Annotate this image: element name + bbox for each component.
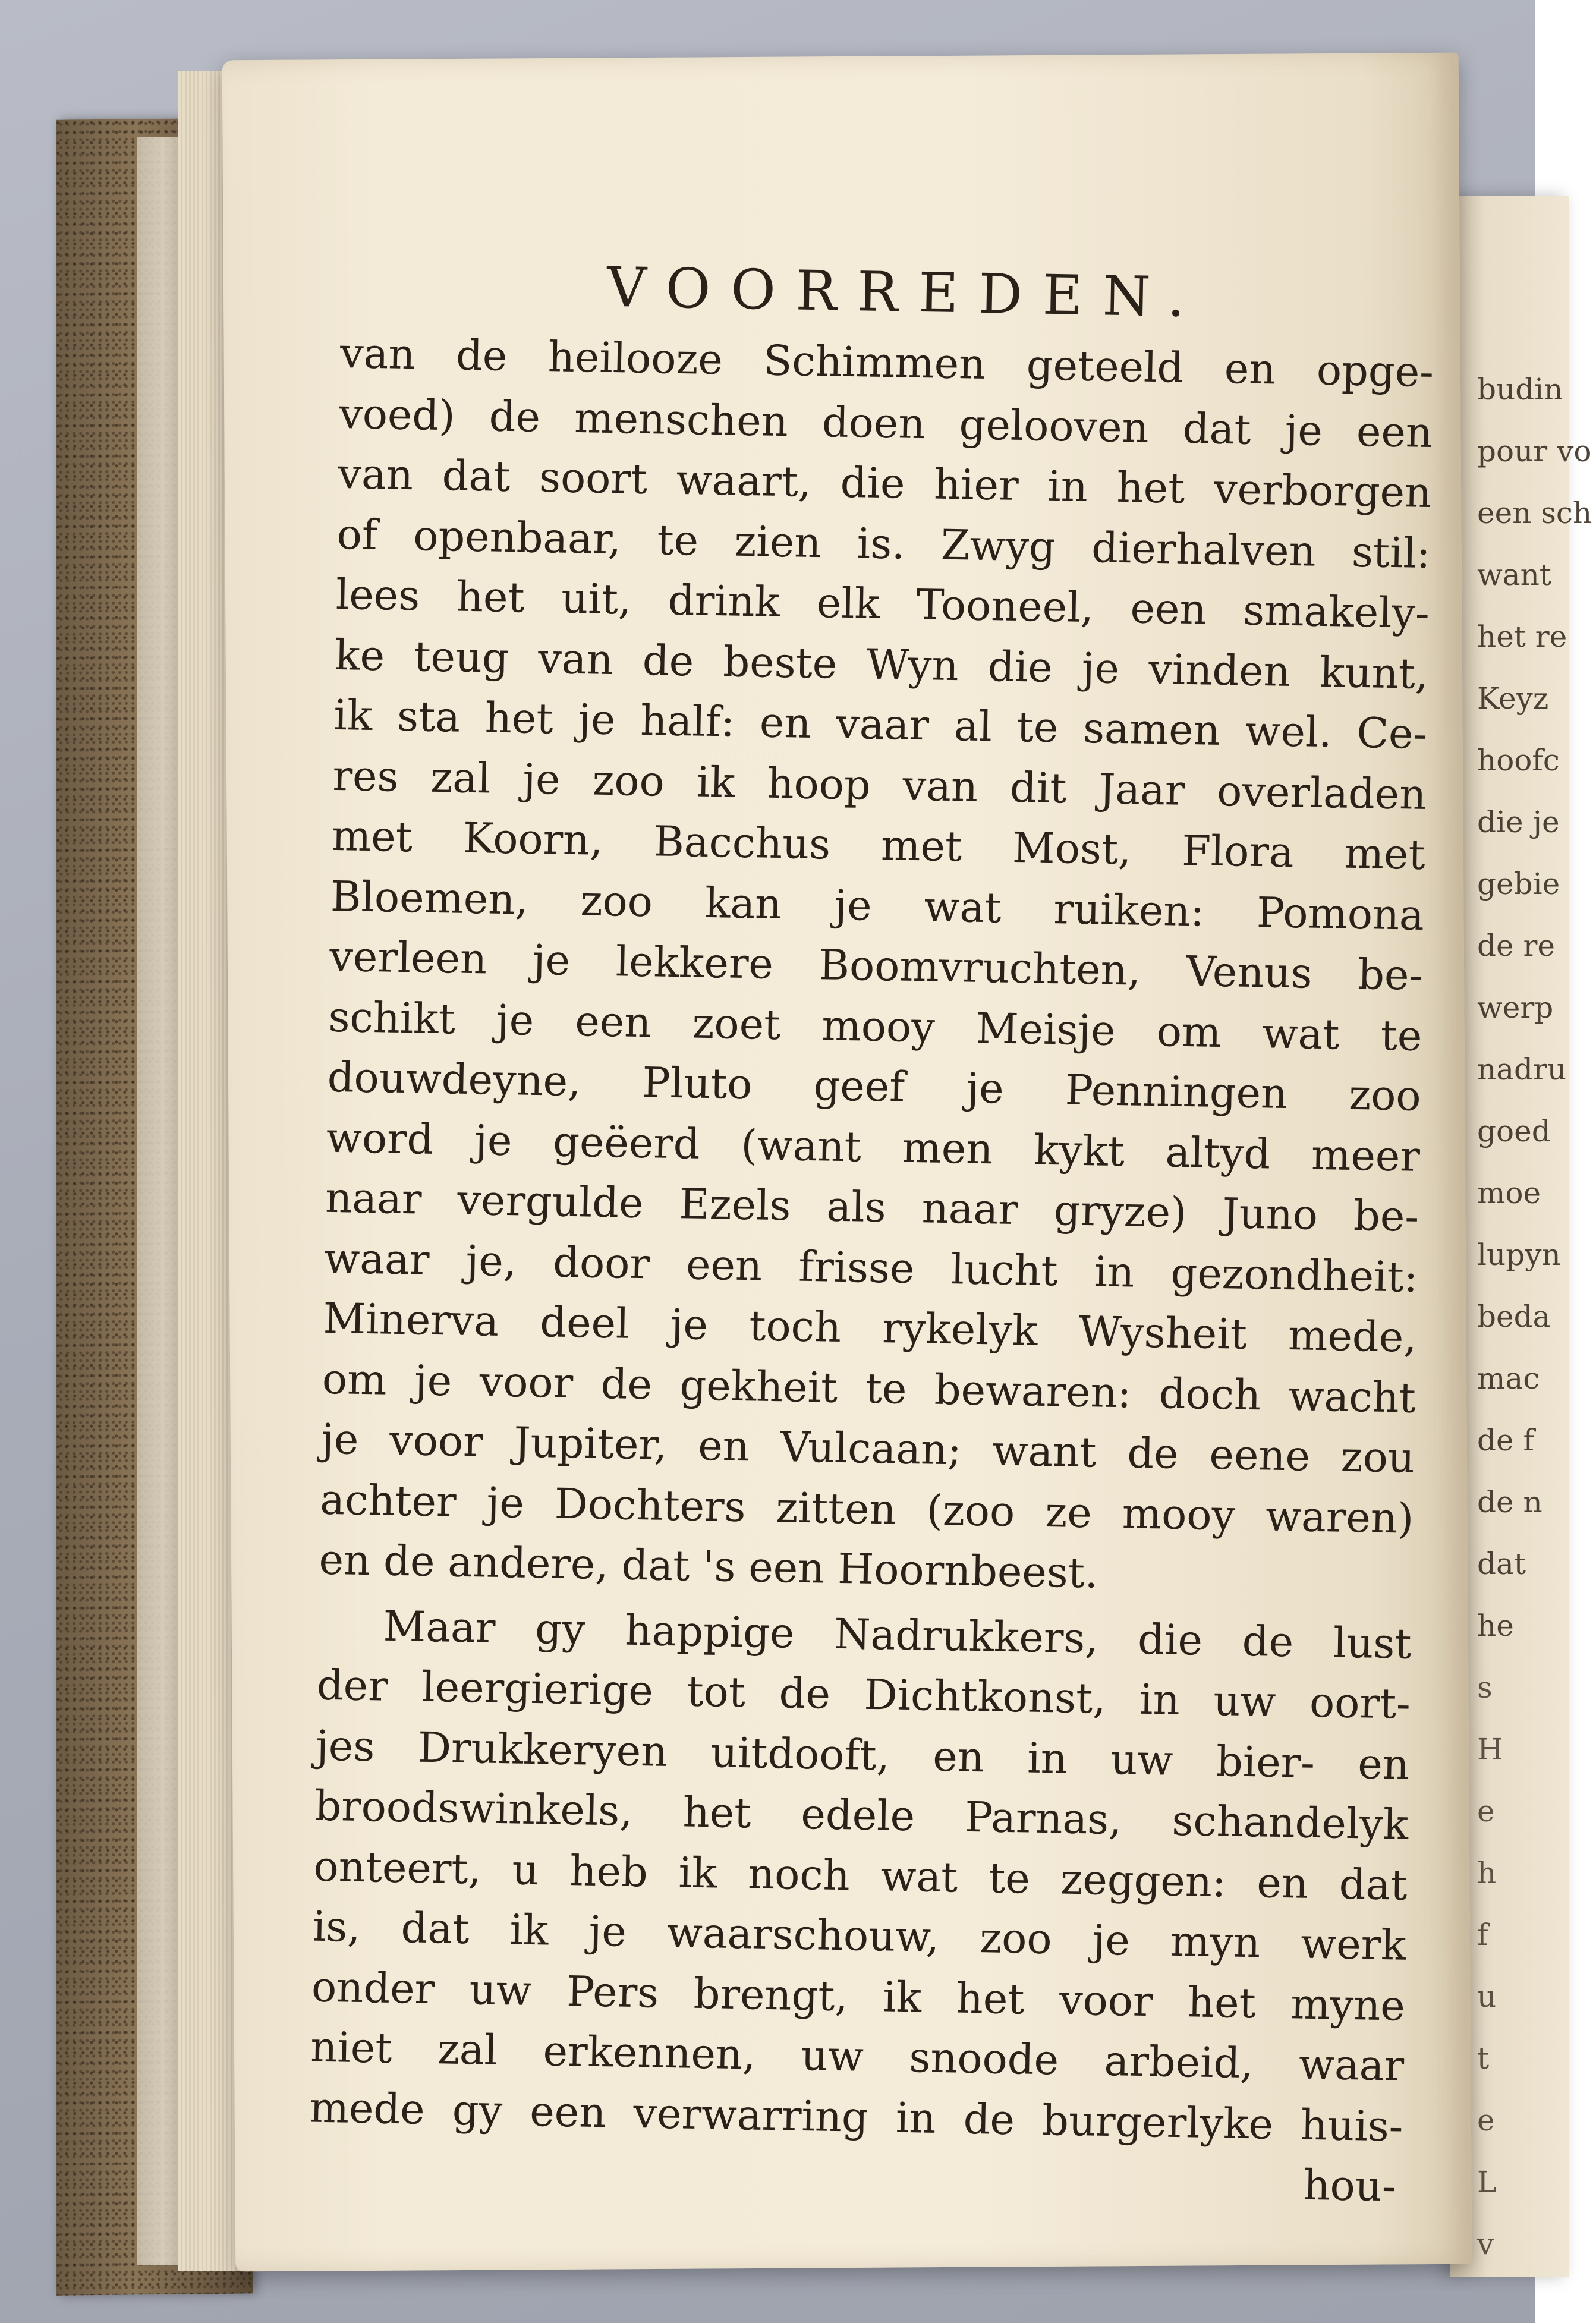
paragraph1-line: naar vergulde Ezels als naar gryze) Juno be-: [325, 1173, 1419, 1241]
paragraph1-line: verleen je lekkere Boomvruchten, Venus be-: [329, 931, 1424, 1000]
paragraph1-line: van de heilooze Schimmen geteeld en opge-: [339, 328, 1434, 397]
facing-page-fragment: t: [1477, 2041, 1490, 2076]
facing-page-fragment: goed: [1477, 1114, 1551, 1148]
facing-page-fragment: he: [1477, 1609, 1514, 1643]
facing-page-fragment: H: [1477, 1732, 1503, 1767]
facing-page-fragment: e: [1477, 1794, 1495, 1828]
catchword: hou-: [1302, 2160, 1397, 2211]
facing-page-fragment: s: [1477, 1670, 1493, 1705]
facing-page-fragment: mac: [1477, 1361, 1540, 1396]
paragraph-2: [309, 1595, 1412, 2157]
paragraph1-line: met Koorn, Bacchus met Most, Flora met: [331, 811, 1426, 879]
paragraph1-line: schikt je een zoet mooy Meisje om wat te: [328, 992, 1423, 1060]
paragraph-1: [319, 323, 1434, 1609]
paragraph1-line: res zal je zoo ik hoop van dit Jaar overladen: [332, 751, 1427, 819]
paragraph2-line: is, dat ik je waarschouw, zoo je myn werk: [312, 1902, 1407, 1970]
facing-page-fragment: h: [1477, 1856, 1497, 1890]
facing-page-fragment: lupyn: [1477, 1238, 1561, 1272]
paragraph1-line: waar je, door een frisse lucht in gezondheit:: [323, 1233, 1419, 1302]
paragraph1-line: en de andere, dat 's een Hoornbeest.: [318, 1535, 1098, 1598]
facing-page-fragment: v: [1477, 2227, 1494, 2261]
facing-page-fragment: het re: [1477, 619, 1567, 654]
paragraph2-line: onteert, u heb ik noch wat te zeggen: en dat: [313, 1842, 1408, 1910]
paragraph2-line: niet zal erkennen, uw snoode arbeid, waar: [310, 2022, 1405, 2091]
facing-page-fragment: de f: [1477, 1423, 1534, 1458]
paragraph1-line: word je geëerd (want men kykt altyd meer: [326, 1113, 1421, 1181]
facing-page-fragment: de re: [1477, 928, 1555, 963]
facing-page-fragment: een sch: [1477, 496, 1592, 530]
paragraph2-line: broodswinkels, het edele Parnas, schandelyk: [314, 1781, 1409, 1849]
facing-page-fragment: Keyz: [1477, 681, 1549, 716]
page-text: [308, 256, 1436, 2217]
paragraph1-line: lees het uit, drink elk Tooneel, een smakely-: [335, 569, 1430, 638]
paragraph1-line: ke teug van de beste Wyn die je vinden kunt,: [334, 630, 1429, 698]
facing-page-fragment: dat: [1477, 1547, 1526, 1581]
paragraph1-line: ik sta het je half: en vaar al te samen wel. Ce-: [333, 690, 1428, 758]
facing-page-fragment: hoofc: [1477, 743, 1560, 778]
facing-page-fragment: nadru: [1477, 1052, 1567, 1087]
paragraph2-line: jes Drukkeryen uitdooft, en in uw bier- en: [315, 1721, 1410, 1789]
paragraph1-line: van dat soort waart, die hier in het verborgen: [337, 449, 1432, 518]
facing-page-fragment: die je: [1477, 805, 1560, 839]
facing-page-fragment: budin: [1477, 372, 1563, 407]
facing-page-fragment: gebie: [1477, 867, 1560, 901]
facing-page-fragment: f: [1477, 1918, 1488, 1952]
paragraph1-line: je voor Jupiter, en Vulcaan; want de eene zou: [320, 1414, 1415, 1482]
paragraph2-line: der leergierige tot de Dichtkonst, in uw oort-: [316, 1660, 1411, 1729]
paragraph1-line: voed) de menschen doen gelooven dat je een: [338, 389, 1433, 457]
paragraph2-line: onder uw Pers brengt, ik het voor het myne: [311, 1962, 1406, 2031]
facing-page-fragment: pour vo: [1477, 434, 1592, 468]
facing-page-fragment: u: [1477, 1979, 1497, 2014]
paragraph2-line: mede gy een verwarring in de burgerlyke huis-: [309, 2083, 1404, 2151]
facing-page-fragment: de n: [1477, 1485, 1543, 1519]
paragraph1-line: douwdeyne, Pluto geef je Penningen zoo: [327, 1052, 1422, 1120]
facing-page-fragment: L: [1477, 2165, 1497, 2199]
facing-page-fragment: e: [1477, 2103, 1495, 2138]
facing-page-fragment: werp: [1477, 990, 1554, 1025]
paragraph1-line: om je voor de gekheit te bewaren: doch wacht: [322, 1354, 1416, 1422]
paragraph1-line: achter je Dochters zitten (zoo ze mooy waren): [319, 1475, 1414, 1543]
paragraph1-line: of openbaar, te zien is. Zwyg dierhalven stil:: [336, 509, 1431, 578]
page-heading: VOORREDEN.: [606, 255, 1205, 330]
facing-page-fragment: want: [1477, 558, 1551, 592]
facing-page-fragment: beda: [1477, 1299, 1551, 1334]
paragraph1-line: Minerva deel je toch rykelyk Wysheit mede,: [323, 1293, 1418, 1362]
paragraph2-line: Maar gy happige Nadrukkers, die de lust: [383, 1601, 1412, 1669]
paragraph1-line: Bloemen, zoo kan je wat ruiken: Pomona: [330, 871, 1425, 940]
facing-page-fragment: moe: [1477, 1176, 1541, 1210]
